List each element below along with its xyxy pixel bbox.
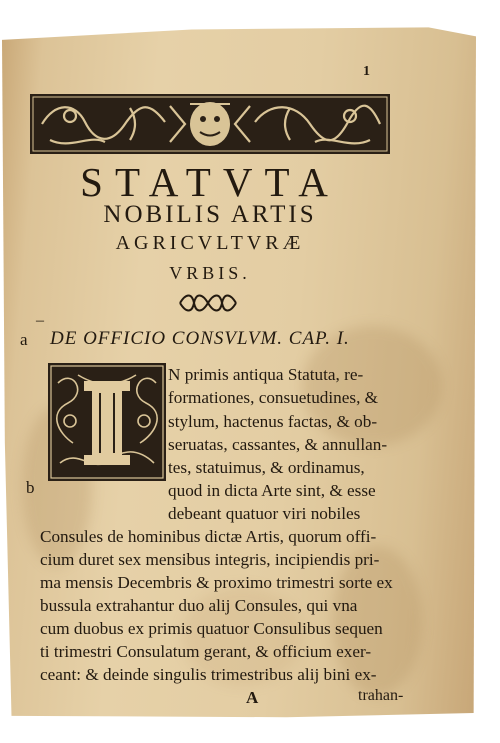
body-line: ma mensis Decembris & proximo trimestri sorte ex <box>40 573 393 592</box>
body-line: Consules de hominibus dictæ Artis, quorum offi- <box>40 527 377 546</box>
body-line: quod in dicta Arte sint, & esse <box>168 481 376 500</box>
body-line: tes, statuimus, & ordinamus, <box>168 458 365 477</box>
chapter-heading <box>50 328 350 350</box>
folio-number: 1 <box>363 64 370 79</box>
title-line-4: VRBIS. <box>169 263 251 283</box>
margin-dash: – <box>36 312 44 329</box>
title-line-3: AGRICVLTVRÆ <box>115 232 305 254</box>
body-line: cium duret sex mensibus integris, incipiendis pri- <box>40 550 380 569</box>
margin-note-a: a <box>20 330 28 349</box>
decorative-headpiece <box>30 94 390 154</box>
body-line: N primis antiqua Statuta, re- <box>168 365 364 384</box>
catchword: trahan- <box>358 687 404 704</box>
body-line: seruatas, cassantes, & annullan- <box>168 435 388 454</box>
margin-note-b: b <box>26 478 35 497</box>
body-line: ceant: & deinde singulis trimestribus alij bini ex- <box>40 665 377 684</box>
body-line: cum duobus ex primis quatuor Consulibus sequen <box>40 619 383 638</box>
body-line: debeant quatuor viri nobiles <box>168 504 361 523</box>
title-line-1: STATVTA <box>80 159 340 205</box>
title-line-2: NOBILIS ARTIS <box>103 201 317 228</box>
signature-mark: A <box>246 688 259 707</box>
decorated-initial <box>48 363 166 481</box>
chapter-heading-text: DE OFFICIO CONSVLVM. CAP. I. <box>50 328 350 349</box>
body-line: ti trimestri Consulatum gerant, & officium exer- <box>40 642 372 661</box>
body-line: formationes, consuetudines, & <box>168 388 379 407</box>
body-line: stylum, hactenus factas, & ob- <box>168 412 378 431</box>
body-line: bussula extrahantur duo alij Consules, qui vna <box>40 596 358 615</box>
fleuron-ornament <box>178 293 238 313</box>
